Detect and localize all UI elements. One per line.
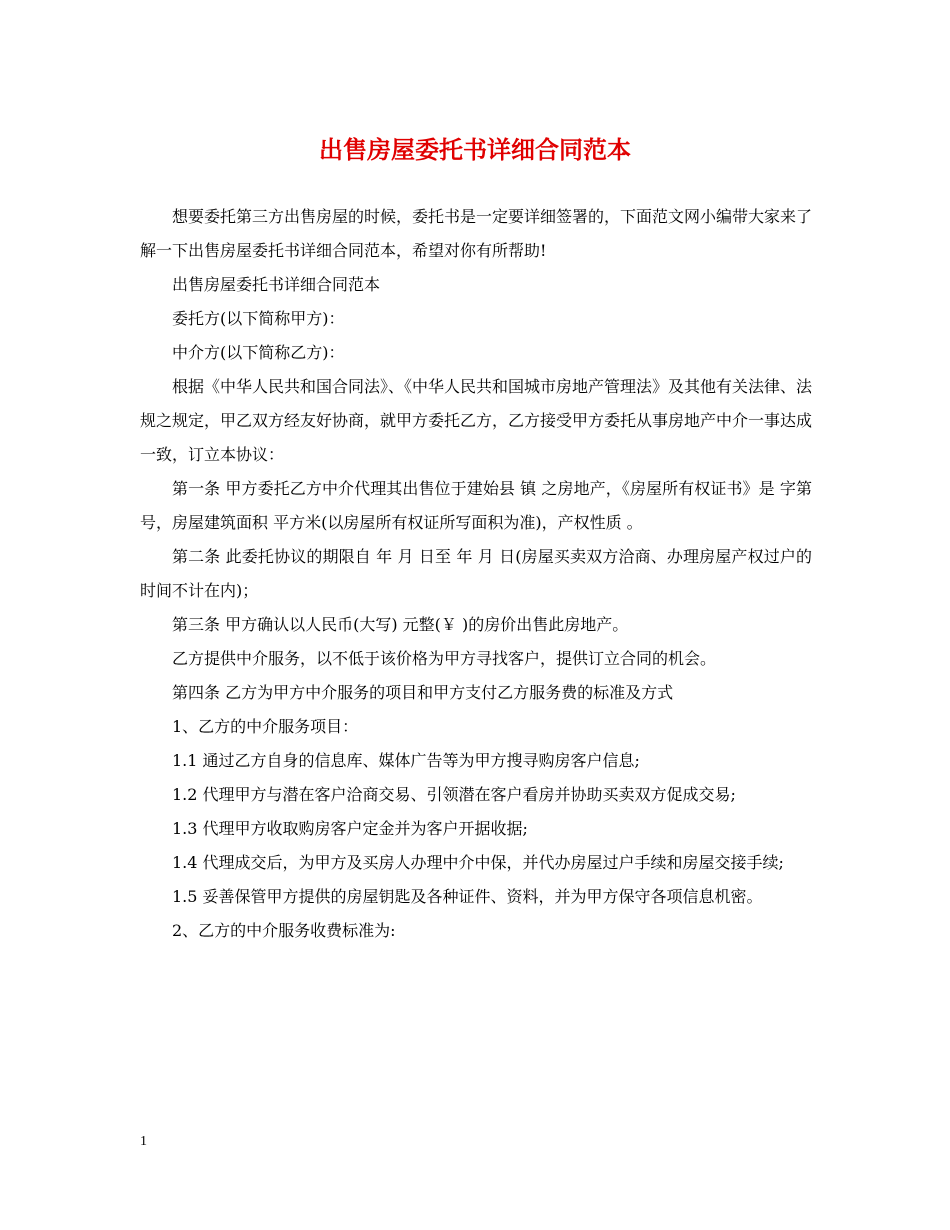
service-item-1-5: 1.5 妥善保管甲方提供的房屋钥匙及各种证件、资料，并为甲方保守各项信息机密。 <box>172 887 763 906</box>
party-b-line: 中介方(以下简称乙方)： <box>172 343 345 362</box>
contract-heading: 出售房屋委托书详细合同范本 <box>172 275 381 294</box>
party-a-line: 委托方(以下简称甲方)： <box>172 309 345 328</box>
service-item-1-2: 1.2 代理甲方与潜在客户洽商交易、引领潜在客户看房并协助买卖双方促成交易; <box>172 785 736 804</box>
service-item-1-1: 1.1 通过乙方自身的信息库、媒体广告等为甲方搜寻购房客户信息; <box>172 751 640 770</box>
page-number: 1 <box>140 1134 147 1149</box>
document-title: 出售房屋委托书详细合同范本 <box>319 135 631 164</box>
article-1: 第一条 甲方委托乙方中介代理其出售位于建始县 镇 之房地产，《房屋所有权证书》是 字第 号，房屋建筑面积 平方米(以房屋所有权证所写面积为准)，产权性质 。 <box>140 479 812 532</box>
intro-paragraph: 想要委托第三方出售房屋的时候，委托书是一定要详细签署的，下面范文网小编带大家来了解一下出售房屋委托书详细合同范本，希望对你有所帮助! <box>140 207 813 260</box>
service-item-1-3: 1.3 代理甲方收取购房客户定金并为客户开据收据; <box>172 819 528 838</box>
article-3-service-note: 乙方提供中介服务，以不低于该价格为甲方寻找客户，提供订立合同的机会。 <box>172 649 717 668</box>
fee-standard-heading: 2、乙方的中介服务收费标准为: <box>172 921 396 940</box>
article-2: 第二条 此委托协议的期限自 年 月 日至 年 月 日(房屋买卖双方洽商、办理房屋产权过户的时间不计在内)； <box>140 547 812 600</box>
service-item-1-4: 1.4 代理成交后，为甲方及买房人办理中介中保，并代办房屋过户手续和房屋交接手续; <box>172 853 784 872</box>
legal-basis-paragraph: 根据《中华人民共和国合同法》、《中华人民共和国城市房地产管理法》及其他有关法律、法规之规定，甲乙双方经友好协商，就甲方委托乙方，乙方接受甲方委托从事房地产中介一事达成一致，订立本协议： <box>140 377 813 464</box>
document-body <box>140 200 812 948</box>
service-items-heading: 1、乙方的中介服务项目： <box>172 717 359 736</box>
article-4: 第四条 乙方为甲方中介服务的项目和甲方支付乙方服务费的标准及方式 <box>172 683 674 702</box>
article-3: 第三条 甲方确认以人民币(大写) 元整(￥ )的房价出售此房地产。 <box>172 615 629 634</box>
